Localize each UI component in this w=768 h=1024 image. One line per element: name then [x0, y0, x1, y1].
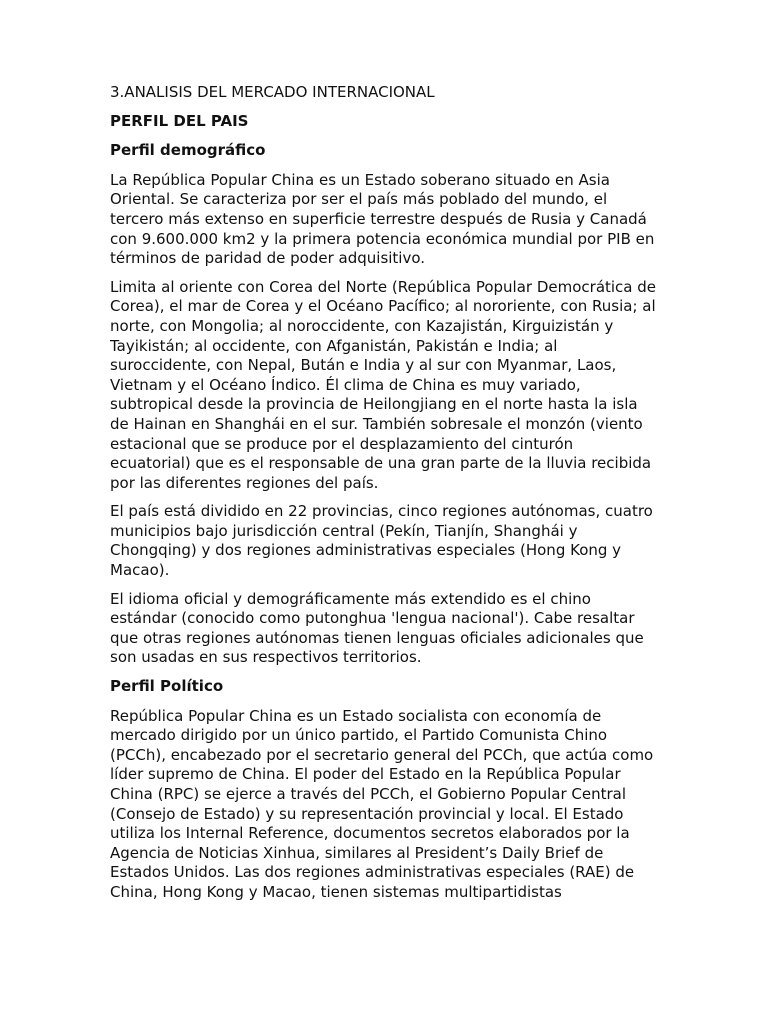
demographic-paragraph-2: Limita al oriente con Corea del Norte (República Popular Democrática de Corea), el mar de Corea y el Océano Pacífico; al nororiente, con Rusia; al norte, con Mongolia; al noroccidente, con Kazajistán, Kirguizistán y Tayikistán; al occidente, con Afganistán, Pakistán e India; al suroccidente, con Nepal, Bután e India y al sur con Myanmar, Laos, Vietnam y el Océano Índico. Él clima de China es muy variado, subtropical desde la provincia de Heilongjiang en el norte hasta la isla de Hainan en Shanghái en el sur. También sobresale el monzón (viento estacional que se produce por el desplazamiento del cinturón ecuatorial) que es el responsable de una gran parte de la lluvia recibida por las diferentes regiones del país. — [110, 277, 657, 492]
demographic-heading: Perfil demográfico — [110, 141, 266, 160]
profile-heading: PERFIL DEL PAIS — [110, 111, 249, 130]
political-heading: Perfil Político — [110, 677, 224, 696]
demographic-paragraph-1: La República Popular China es un Estado soberano situado en Asia Oriental. Se caracteriza por ser el país más poblado del mundo, el tercero más extenso en superficie terrestre después de Rusia y Canadá con 9.600.000 km2 y la primera potencia económica mundial por PIB en términos de paridad de poder adquisitivo. — [110, 170, 655, 268]
document-page — [110, 83, 658, 912]
political-paragraph-1: República Popular China es un Estado socialista con economía de mercado dirigido por un único partido, el Partido Comunista Chino (PCCh), encabezado por el secretario general del PCCh, que actúa como líder supremo de China. El poder del Estado en la República Popular China (RPC) se ejerce a través del PCCh, el Gobierno Popular Central (Consejo de Estado) y su representación provincial y local. El Estado utiliza los Internal Reference, documentos secretos elaborados por la Agencia de Noticias Xinhua, similares al President’s Daily Brief de Estados Unidos. Las dos regiones administrativas especiales (RAE) de China, Hong Kong y Macao, tienen sistemas multipartidistas — [110, 706, 654, 901]
demographic-paragraph-4: El idioma oficial y demográficamente más extendido es el chino estándar (conocido como putonghua 'lengua nacional'). Cabe resaltar que otras regiones autónomas tienen lenguas oficiales adicionales que son usadas en sus respectivos territorios. — [110, 589, 644, 667]
section-title: 3.ANALISIS DEL MERCADO INTERNACIONAL — [110, 83, 435, 101]
demographic-paragraph-3: El país está dividido en 22 provincias, cinco regiones autónomas, cuatro municipios bajo jurisdicción central (Pekín, Tianjín, Shanghái y Chongqing) y dos regiones administrativas especiales (Hong Kong y Macao). — [110, 502, 653, 580]
